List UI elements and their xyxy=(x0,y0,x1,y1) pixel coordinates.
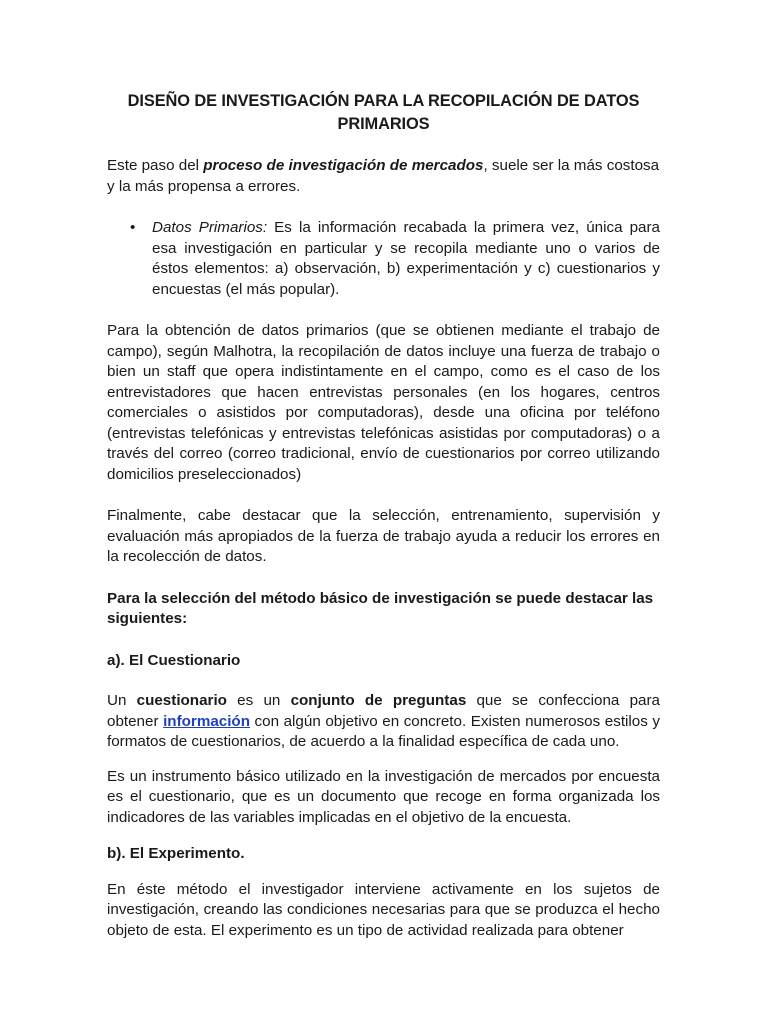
word: es xyxy=(237,692,254,709)
word: un xyxy=(263,692,281,709)
word-bold: preguntas xyxy=(392,692,467,709)
word: Un xyxy=(107,692,127,709)
word-bold: conjunto xyxy=(290,692,355,709)
section-a-line-2 xyxy=(107,712,660,753)
word-bold: de xyxy=(364,692,383,709)
malhotra-paragraph: Para la obtención de datos primarios (que se obtienen mediante el trabajo de campo), según Malhotra, la recopilación de datos incluye una fuerza de trabajo o bien un staff que opera indistintamente en el campo, como es el caso de los entrevistadores que hacen entrevistas personales (en los hogares, centros comerciales o asistidos por computadoras), desde una oficina por teléfono (entrevistas telefónicas y entrevistas telefónicas asistidas por computadoras) o a través del correo (correo tradicional, envío de cuestionarios por correo utilizando domicilios preseleccionados) xyxy=(107,322,660,483)
bullet-term: Datos Primarios: xyxy=(152,219,268,236)
intro-text-after: , suele ser la más costosa y la más propensa a errores. xyxy=(107,157,660,195)
intro-paragraph xyxy=(107,156,660,197)
word: confecciona xyxy=(538,692,620,709)
word-bold: cuestionario xyxy=(136,692,227,709)
section-a-paragraph-2: Es un instrumento básico utilizado en la investigación de mercados por encuesta es el cuestionario, que es un documento que recoge en forma organizada los indicadores de las variables implicadas en el objetivo de la encuesta. xyxy=(107,767,660,826)
text-before-link: obtener xyxy=(107,712,164,730)
final-paragraph: Finalmente, cabe destacar que la selección, entrenamiento, supervisión y evaluación más apropiados de la fuerza de trabajo ayuda a reducir los errores en la recolección de datos. xyxy=(107,507,660,565)
word: se xyxy=(512,692,529,709)
text-after-link: con algún objetivo en concreto. Existen numerosos estilos y formatos de cuestionarios, de acuerdo a la finalidad específica de cada uno. xyxy=(107,712,660,750)
section-a-heading: a). El Cuestionario xyxy=(107,651,241,669)
intro-emphasis: proceso de investigación de mercados xyxy=(203,157,484,174)
section-b-heading: b). El Experimento. xyxy=(107,845,245,862)
methods-lead: Para la selección del método básico de investigación se puede destacar las siguientes: xyxy=(107,589,654,627)
section-b-paragraph: En éste método el investigador interviene activamente en los sujetos de investigación, creando las condiciones necesarias para que se produzca el hecho objeto de esta. El experimento es un tipo de actividad realizada para obtener xyxy=(107,880,660,939)
word: para xyxy=(629,692,660,709)
intro-text-before: Este paso del xyxy=(107,157,204,174)
bullet-list xyxy=(107,218,660,300)
section-a-paragraph-1 xyxy=(107,691,660,753)
bullet-icon: • xyxy=(130,219,136,236)
bullet-item-datos-primarios xyxy=(130,218,661,300)
informacion-link[interactable]: información xyxy=(163,712,250,730)
word: que xyxy=(476,692,502,709)
bullet-text: Es la información recabada la primera vez, única para esa investigación en particular y se recopila mediante uno o varios de éstos elementos: a) observación, b) experimentación y c) cuestionarios y encuestas (el más popular). xyxy=(152,219,661,298)
section-a-line-1 xyxy=(107,691,660,712)
document-title: DISEÑO DE INVESTIGACIÓN PARA LA RECOPILACIÓN DE DATOS PRIMARIOS xyxy=(127,92,640,133)
document-page xyxy=(107,90,660,962)
